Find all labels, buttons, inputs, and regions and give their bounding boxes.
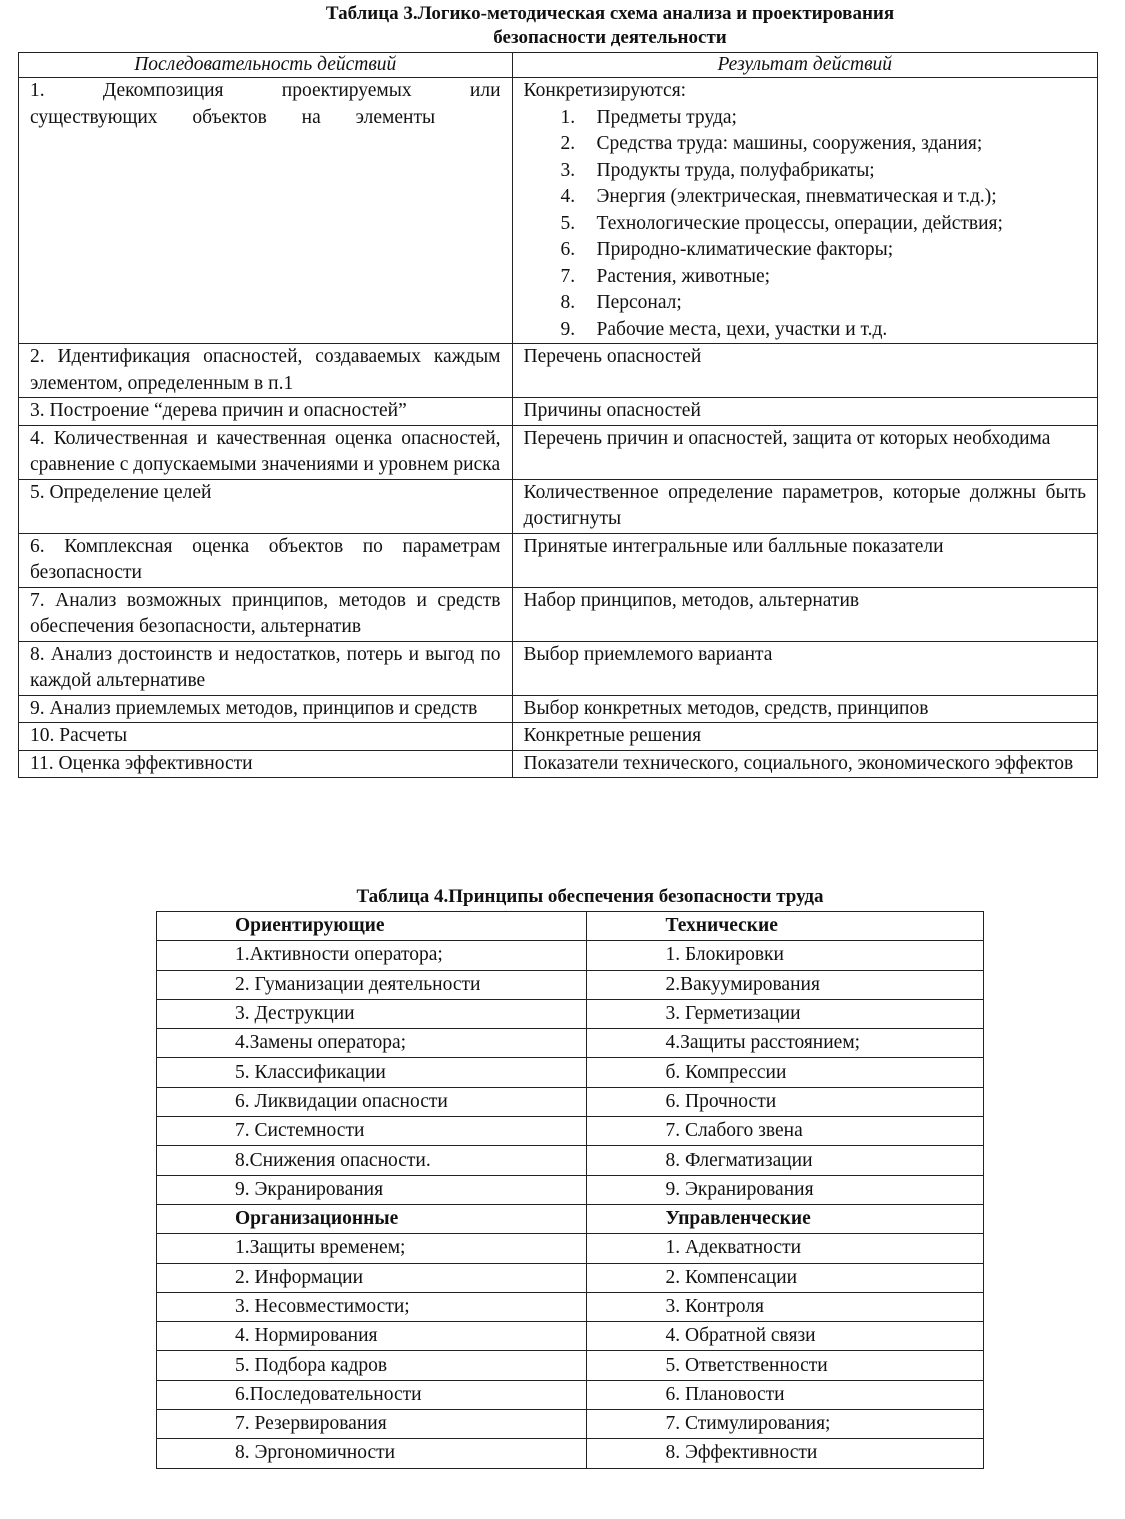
table-row <box>157 1322 984 1351</box>
table-cell: 2.Вакуумирования <box>587 970 984 999</box>
table-cell: 1.Активности оператора; <box>157 941 587 970</box>
table-cell: 6. Ликвидации опасности <box>157 1087 587 1116</box>
table-cell: 4. Обратной связи <box>587 1322 984 1351</box>
table3-action-cell: 2. Идентификация опасностей, создаваемых каждым элементом, определенным в п.1 <box>19 344 513 398</box>
table3-action-cell: 10. Расчеты <box>19 723 513 751</box>
table-row <box>157 970 984 999</box>
table3-action-cell: 6. Комплексная оценка объектов по параметрам безопасности <box>19 533 513 587</box>
table4-title: Таблица 4.Принципы обеспечения безопасности труда <box>356 886 824 907</box>
table3-result-cell: Показатели технического, социального, экономического эффектов <box>512 750 1097 778</box>
table3-action-cell: 1. Декомпозиция проектируемых или существующих объектов на элементы <box>19 78 513 344</box>
table3-result-cell: Конкретные решения <box>512 723 1097 751</box>
table3-action-cell: 3. Построение “дерева причин и опасностей” <box>19 398 513 426</box>
list-item: 7. Растения, животные; <box>560 265 771 287</box>
table3-action-cell: 11. Оценка эффективности <box>19 750 513 778</box>
table3-row <box>19 750 1098 778</box>
table-cell: 1.Защиты временем; <box>157 1234 587 1263</box>
table3-result-cell: Перечень причин и опасностей, защита от которых необходима <box>512 425 1097 479</box>
group-orienting-header: Ориентирующие <box>157 912 587 941</box>
table-cell: 5. Классификации <box>157 1058 587 1087</box>
table-row <box>157 1029 984 1058</box>
table-cell: 9. Экранирования <box>587 1175 984 1204</box>
table-row <box>157 1175 984 1204</box>
table-cell: 3. Деструкции <box>157 999 587 1028</box>
group-technical-header: Технические <box>587 912 984 941</box>
table-row <box>157 1292 984 1321</box>
table3-header-row <box>19 53 1098 78</box>
table-cell: 9. Экранирования <box>157 1175 587 1204</box>
table3-result-cell: Выбор конкретных методов, средств, принципов <box>512 695 1097 723</box>
table-row <box>157 1117 984 1146</box>
table-cell: 6. Плановости <box>587 1380 984 1409</box>
list-item: 9. Рабочие места, цехи, участки и т.д. <box>560 318 888 340</box>
table4-group-header <box>157 1204 984 1233</box>
table3-title-line2: безопасности деятельности <box>493 27 727 48</box>
table3-result-cell: Причины опасностей <box>512 398 1097 426</box>
table-cell: 7. Резервирования <box>157 1410 587 1439</box>
result-intro: Конкретизируются: <box>523 80 687 101</box>
table3-title-line1: Таблица 3.Логико-методическая схема анализа и проектирования <box>325 3 895 24</box>
table-cell: 5. Подбора кадров <box>157 1351 587 1380</box>
table3-row <box>19 533 1098 587</box>
list-item: 3. Продукты труда, полуфабрикаты; <box>560 159 875 181</box>
table-cell: 2. Гуманизации деятельности <box>157 970 587 999</box>
table-cell: 4.Замены оператора; <box>157 1029 587 1058</box>
table3-action-cell: 8. Анализ достоинств и недостатков, потерь и выгод по каждой альтернативе <box>19 641 513 695</box>
table3-row <box>19 695 1098 723</box>
list-item: 1. Предметы труда; <box>560 106 737 128</box>
table3-header-left: Последовательность действий <box>19 53 513 78</box>
table3-row <box>19 587 1098 641</box>
list-item: 4. Энергия (электрическая, пневматическая и т.д.); <box>560 186 997 207</box>
table-cell: 1. Блокировки <box>587 941 984 970</box>
table-cell: 8. Эффективности <box>587 1439 984 1468</box>
table-cell: 2. Информации <box>157 1263 587 1292</box>
table-row <box>157 1410 984 1439</box>
table-cell: 6. Прочности <box>587 1087 984 1116</box>
table-cell: 8. Флегматизации <box>587 1146 984 1175</box>
table3-row <box>19 398 1098 426</box>
table-row <box>157 1087 984 1116</box>
table-cell: 3. Контроля <box>587 1292 984 1321</box>
table-row <box>157 1234 984 1263</box>
table-cell: 2. Компенсации <box>587 1263 984 1292</box>
table3-result-cell: Выбор приемлемого варианта <box>512 641 1097 695</box>
table3-row <box>19 425 1098 479</box>
table3-row <box>19 78 1098 344</box>
table-cell: 8.Снижения опасности. <box>157 1146 587 1175</box>
table-row <box>157 1439 984 1468</box>
table3-result-cell <box>512 78 1097 344</box>
table-cell: 3. Герметизации <box>587 999 984 1028</box>
table-cell: 1. Адекватности <box>587 1234 984 1263</box>
table3-action-cell: 7. Анализ возможных принципов, методов и средств обеспечения безопасности, альтернатив <box>19 587 513 641</box>
table-row <box>157 1380 984 1409</box>
table3-action-cell: 5. Определение целей <box>19 479 513 533</box>
table4 <box>156 911 984 1469</box>
table-cell: 7. Слабого звена <box>587 1117 984 1146</box>
table-cell: 3. Несовместимости; <box>157 1292 587 1321</box>
table-row <box>157 941 984 970</box>
table-row <box>157 1263 984 1292</box>
list-item: 5. Технологические процессы, операции, действия; <box>560 212 1003 234</box>
table3 <box>18 52 1098 778</box>
table3-action-cell: 9. Анализ приемлемых методов, принципов и средств <box>19 695 513 723</box>
table3-result-cell: Набор принципов, методов, альтернатив <box>512 587 1097 641</box>
table-row <box>157 999 984 1028</box>
table3-result-cell: Перечень опасностей <box>512 344 1097 398</box>
group-managerial-header: Управленческие <box>587 1204 984 1233</box>
table3-row <box>19 479 1098 533</box>
table-cell: 5. Ответственности <box>587 1351 984 1380</box>
table-cell: 8. Эргономичности <box>157 1439 587 1468</box>
table-row <box>157 1146 984 1175</box>
table-row <box>157 1058 984 1087</box>
element-list <box>524 105 1086 344</box>
table-row <box>157 1351 984 1380</box>
table3-header-right: Результат действий <box>512 53 1097 78</box>
table3-row <box>19 344 1098 398</box>
table-cell: 7. Стимулирования; <box>587 1410 984 1439</box>
table-cell: 6.Последовательности <box>157 1380 587 1409</box>
table-cell: 4.Защиты расстоянием; <box>587 1029 984 1058</box>
table3-row <box>19 641 1098 695</box>
list-item: 6. Природно-климатические факторы; <box>560 239 894 260</box>
table3-title <box>200 2 1020 50</box>
table3-result-cell: Количественное определение параметров, которые должны быть достигнуты <box>512 479 1097 533</box>
table3-result-cell: Принятые интегральные или балльные показатели <box>512 533 1097 587</box>
group-organizational-header: Организационные <box>157 1204 587 1233</box>
table3-action-cell: 4. Количественная и качественная оценка опасностей, сравнение с допускаемыми значениями и уровнем риска <box>19 425 513 479</box>
table-cell: 7. Системности <box>157 1117 587 1146</box>
list-item: 2. Средства труда: машины, сооружения, здания; <box>560 133 983 154</box>
table3-row <box>19 723 1098 751</box>
list-item: 8. Персонал; <box>560 292 682 313</box>
table-cell: 4. Нормирования <box>157 1322 587 1351</box>
table4-group-header <box>157 912 984 941</box>
table-cell: б. Компрессии <box>587 1058 984 1087</box>
